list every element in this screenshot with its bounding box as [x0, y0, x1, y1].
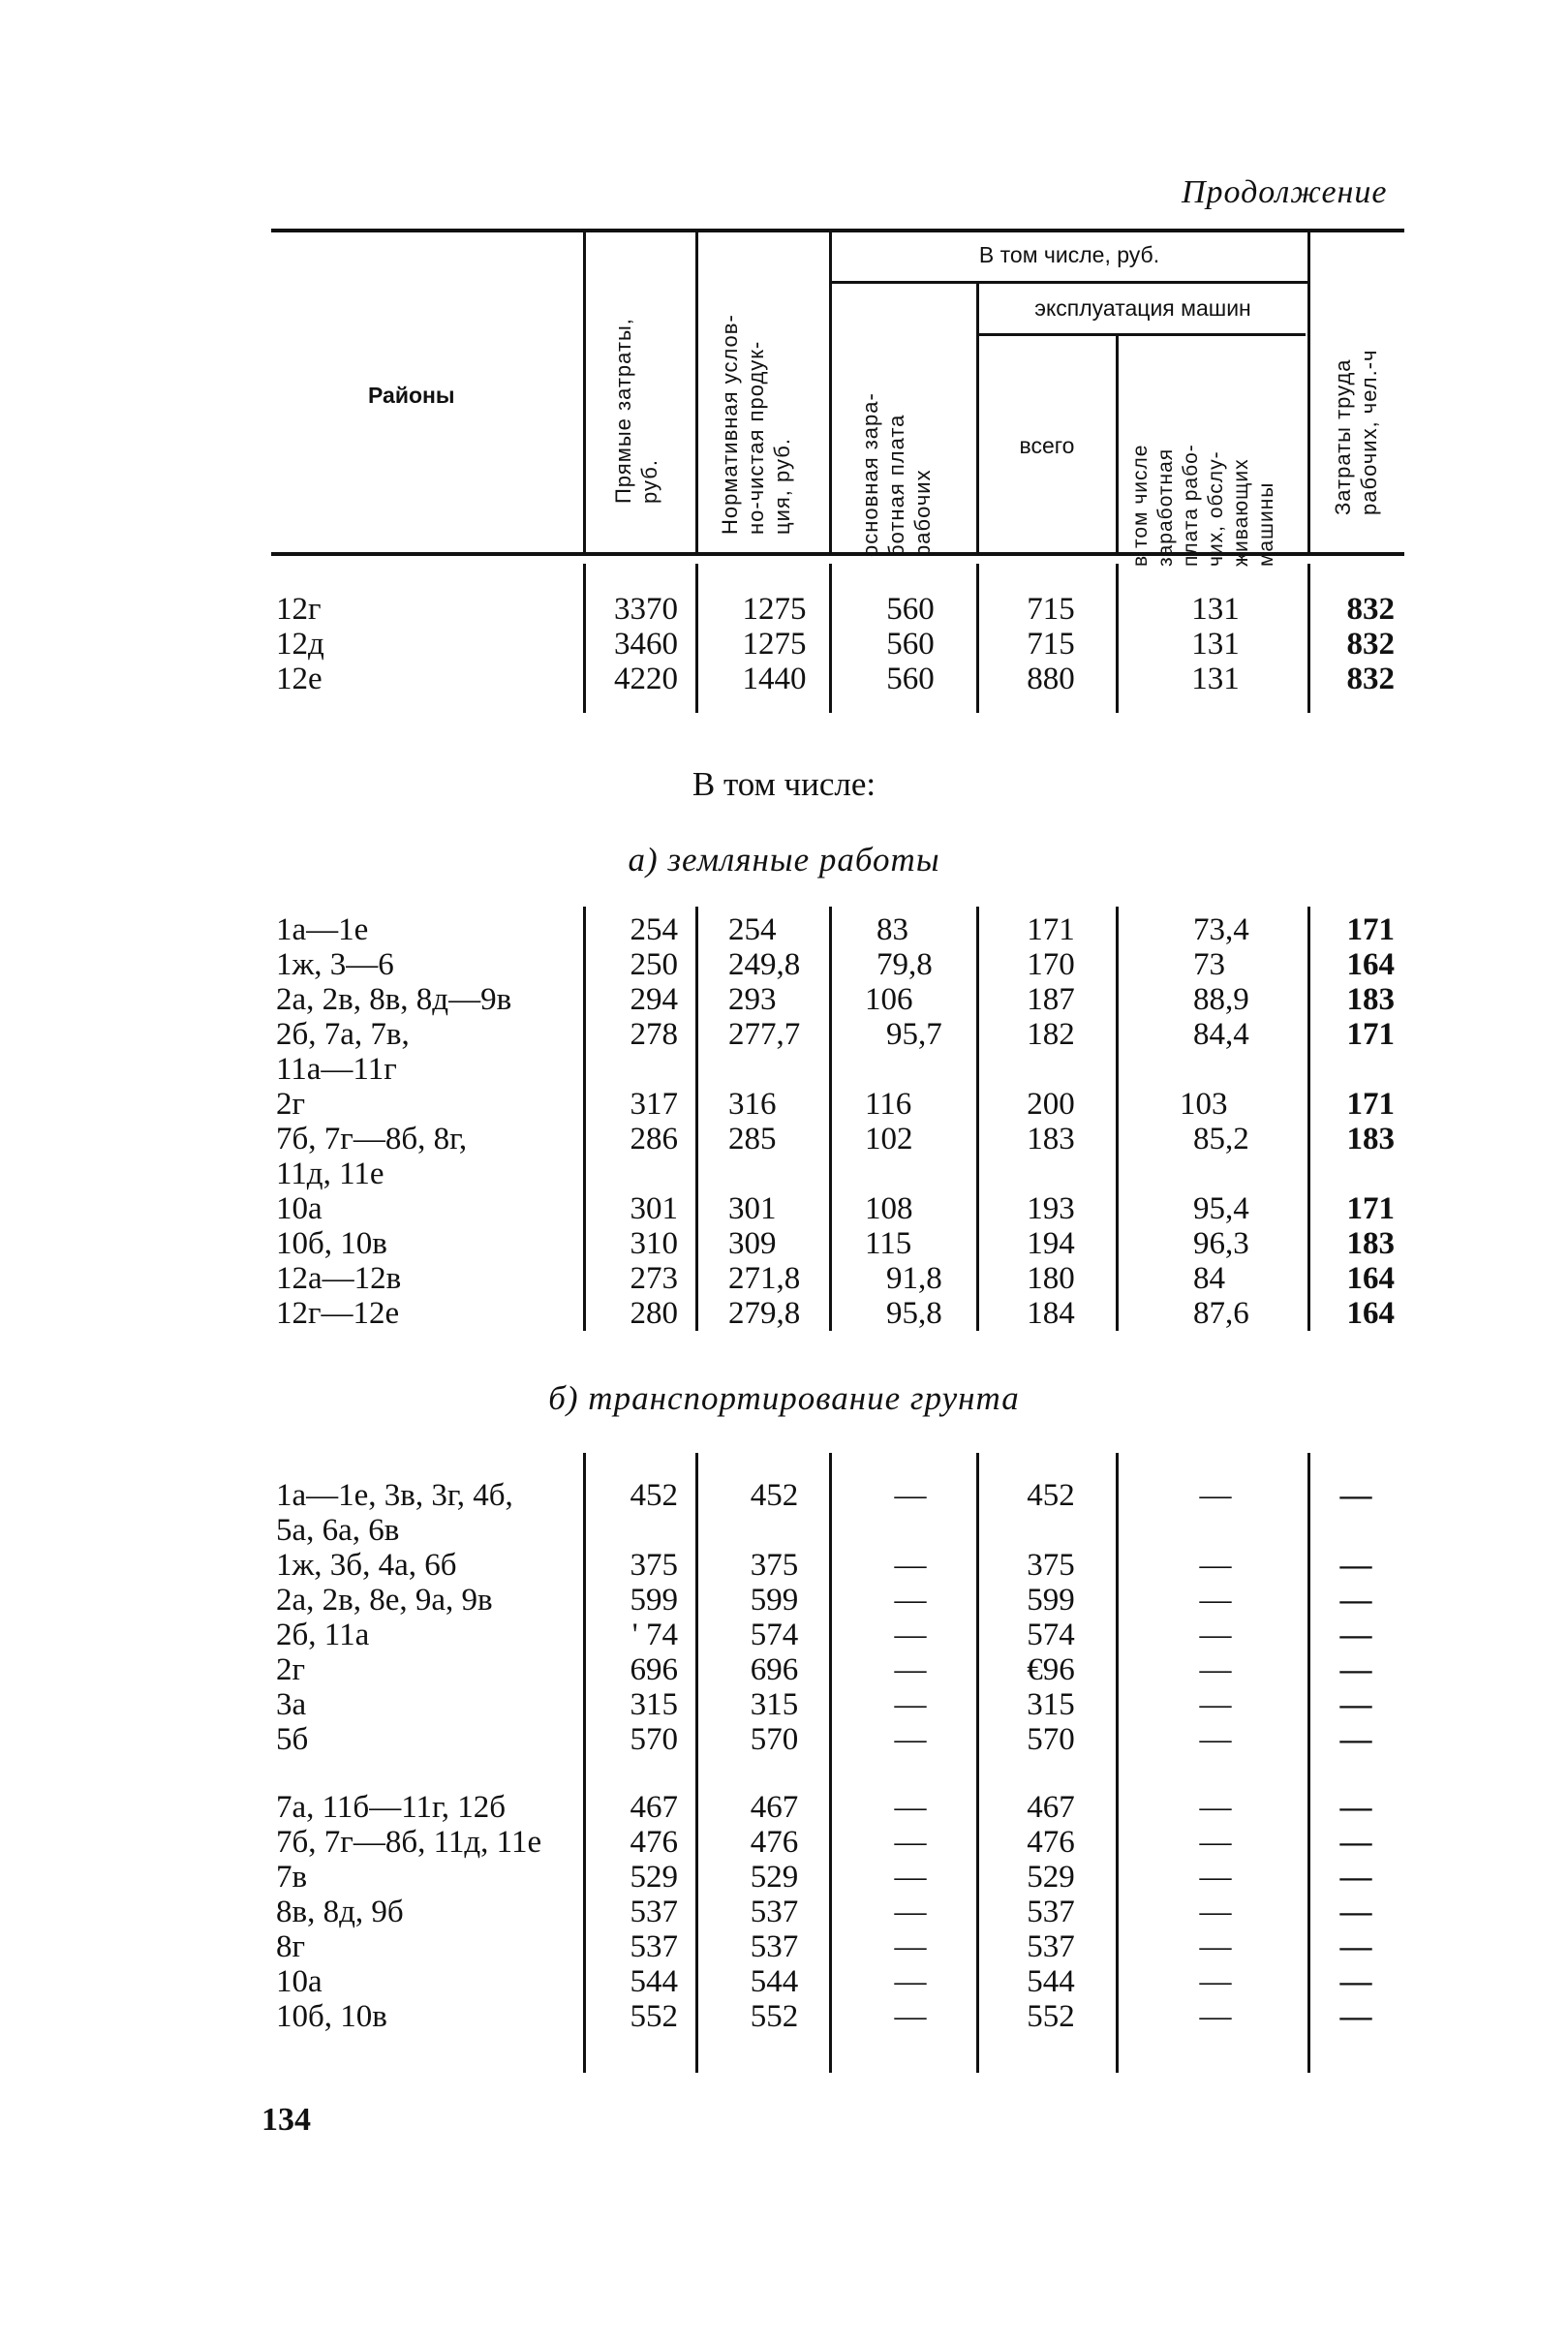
- cell-base-wage: 95,8: [886, 1296, 942, 1331]
- cell-district: 10б, 10в: [276, 1226, 387, 1261]
- cell-direct: 294: [630, 982, 678, 1017]
- cell-machines-total: 187: [1027, 982, 1075, 1017]
- cell-normative: 375: [750, 1548, 799, 1583]
- cell-direct: 537: [630, 1929, 678, 1964]
- cell-base-wage: —: [894, 1790, 927, 1825]
- table-row: [0, 662, 1568, 696]
- header-vline-6: [1307, 232, 1310, 554]
- cell-direct: 250: [630, 947, 678, 982]
- cell-normative: 316: [728, 1087, 777, 1122]
- cell-direct: 286: [630, 1122, 678, 1156]
- cell-machines-wage: 73,4: [1193, 912, 1249, 947]
- header-labor: Затраты труда рабочих, чел.-ч: [1331, 349, 1381, 515]
- table-row: [0, 1296, 1568, 1331]
- cell-district: 12е: [276, 662, 323, 696]
- cell-machines-wage: —: [1199, 1790, 1232, 1825]
- cell-machines-total: 529: [1027, 1860, 1075, 1895]
- cell-base-wage: 115: [865, 1226, 912, 1261]
- cell-normative: 570: [750, 1722, 799, 1757]
- header-top-rule: [271, 229, 1404, 232]
- cell-machines-wage: 131: [1191, 592, 1240, 627]
- cell-machines-wage: —: [1199, 1825, 1232, 1860]
- cell-district: 1ж, 3—6: [276, 947, 394, 982]
- cell-direct: 696: [630, 1652, 678, 1687]
- table-row: [0, 1860, 1568, 1895]
- cell-direct: 3460: [614, 627, 678, 662]
- cell-machines-wage: 88,9: [1193, 982, 1249, 1017]
- table-row: [0, 592, 1568, 627]
- cell-normative: 1275: [742, 627, 807, 662]
- cell-machines-total: 375: [1027, 1548, 1075, 1583]
- cell-direct: 552: [630, 1999, 678, 2034]
- cell-labor: 164: [1346, 1261, 1395, 1296]
- table-row: [0, 982, 1568, 1017]
- cell-labor: —: [1339, 1478, 1372, 1513]
- cell-district: 2а, 2в, 8в, 8д—9в: [276, 982, 512, 1017]
- table-row: [0, 912, 1568, 947]
- cell-base-wage: —: [894, 1583, 927, 1618]
- cell-labor: 832: [1346, 662, 1395, 696]
- cell-normative: 476: [750, 1825, 799, 1860]
- cell-base-wage: 560: [886, 627, 935, 662]
- header-vline-4: [976, 283, 979, 554]
- cell-machines-total: 171: [1027, 912, 1075, 947]
- cell-machines-total: 183: [1027, 1122, 1075, 1156]
- cell-direct: 544: [630, 1964, 678, 1999]
- cell-labor: —: [1339, 1929, 1372, 1964]
- cell-machines-wage: 95,4: [1193, 1191, 1249, 1226]
- cell-direct: 301: [630, 1191, 678, 1226]
- cell-labor: —: [1339, 1687, 1372, 1722]
- cell-labor: —: [1339, 1652, 1372, 1687]
- cell-normative: 599: [750, 1583, 799, 1618]
- cell-base-wage: 79,8: [876, 947, 933, 982]
- cell-labor: —: [1339, 1722, 1372, 1757]
- cell-labor: —: [1339, 1964, 1372, 1999]
- header-total: всего: [1019, 433, 1075, 458]
- cell-district: 1а—1е: [276, 912, 369, 947]
- cell-labor: —: [1339, 1790, 1372, 1825]
- cell-labor: —: [1339, 1825, 1372, 1860]
- table-row: [0, 947, 1568, 982]
- cell-labor: 183: [1346, 982, 1395, 1017]
- cell-base-wage: —: [894, 1548, 927, 1583]
- header-vline-5: [1116, 335, 1119, 554]
- page-number: 134: [261, 2102, 311, 2138]
- cell-district: 12г: [276, 592, 322, 627]
- cell-base-wage: —: [894, 1478, 927, 1513]
- cell-base-wage: —: [894, 1929, 927, 1964]
- cell-district: 12а—12в: [276, 1261, 402, 1296]
- cell-district: 10а: [276, 1964, 323, 1999]
- group-rule-machines: [978, 333, 1306, 336]
- cell-machines-wage: —: [1199, 1687, 1232, 1722]
- cell-machines-wage: —: [1199, 1999, 1232, 2034]
- cell-machines-total: 315: [1027, 1687, 1075, 1722]
- cell-base-wage: 116: [865, 1087, 912, 1122]
- cell-machines-wage: 96,3: [1193, 1226, 1249, 1261]
- cell-labor: 832: [1346, 627, 1395, 662]
- header-vline-1: [583, 232, 586, 554]
- header-normative: Нормативная услов- но-чистая продук- ция, руб.: [718, 314, 794, 535]
- table-row: [0, 1156, 1568, 1191]
- cell-machines-total: 715: [1027, 627, 1075, 662]
- header-including-group: В том числе, руб.: [978, 242, 1160, 267]
- cell-direct: 375: [630, 1548, 678, 1583]
- cell-direct: 467: [630, 1790, 678, 1825]
- section-b-title: б) транспортирование грунта: [548, 1379, 1020, 1417]
- section-a-title: а) земляные работы: [628, 841, 940, 879]
- cell-direct: 570: [630, 1722, 678, 1757]
- cell-district: 7в: [276, 1860, 308, 1895]
- table-row: [0, 1687, 1568, 1722]
- cell-base-wage: —: [894, 1860, 927, 1895]
- cell-base-wage: —: [894, 1964, 927, 1999]
- cell-direct: 254: [630, 912, 678, 947]
- cell-machines-wage: —: [1199, 1618, 1232, 1652]
- table-row: [0, 1790, 1568, 1825]
- cell-district: 2а, 2в, 8е, 9а, 9в: [276, 1583, 493, 1618]
- cell-labor: 171: [1346, 1017, 1395, 1052]
- cell-labor: 164: [1346, 947, 1395, 982]
- cell-machines-total: 544: [1027, 1964, 1075, 1999]
- cell-machines-wage: —: [1199, 1964, 1232, 1999]
- cell-base-wage: 83: [876, 912, 908, 947]
- cell-base-wage: 560: [886, 662, 935, 696]
- cell-machines-wage: —: [1199, 1478, 1232, 1513]
- table-row: [0, 1583, 1568, 1618]
- table-row: [0, 1261, 1568, 1296]
- cell-normative: 1440: [742, 662, 807, 696]
- cell-direct: 278: [630, 1017, 678, 1052]
- cell-machines-total: 880: [1027, 662, 1075, 696]
- cell-normative: 271,8: [728, 1261, 801, 1296]
- continuation-label: Продолжение: [1182, 174, 1388, 210]
- cell-labor: —: [1339, 1860, 1372, 1895]
- cell-district: 11д, 11е: [276, 1156, 384, 1191]
- cell-normative: 293: [728, 982, 777, 1017]
- cell-district: 7б, 7г—8б, 11д, 11е: [276, 1825, 542, 1860]
- table-row: [0, 1548, 1568, 1583]
- cell-normative: 467: [750, 1790, 799, 1825]
- cell-district: 8г: [276, 1929, 306, 1964]
- header-vline-3: [829, 232, 832, 554]
- cell-base-wage: —: [894, 1652, 927, 1687]
- cell-machines-wage: —: [1199, 1583, 1232, 1618]
- cell-labor: 171: [1346, 1087, 1395, 1122]
- cell-direct: 310: [630, 1226, 678, 1261]
- cell-district: 12д: [276, 627, 324, 662]
- table-row: [0, 1052, 1568, 1087]
- cell-machines-wage: 131: [1191, 662, 1240, 696]
- cell-labor: 183: [1346, 1122, 1395, 1156]
- cell-machines-total: 570: [1027, 1722, 1075, 1757]
- table-row: [0, 1017, 1568, 1052]
- cell-base-wage: 106: [865, 982, 913, 1017]
- cell-base-wage: —: [894, 1999, 927, 2034]
- table-row: [0, 1999, 1568, 2034]
- cell-normative: 309: [728, 1226, 777, 1261]
- cell-normative: 552: [750, 1999, 799, 2034]
- table-row: [0, 1722, 1568, 1757]
- cell-machines-total: 599: [1027, 1583, 1075, 1618]
- cell-direct: 273: [630, 1261, 678, 1296]
- cell-machines-total: 552: [1027, 1999, 1075, 2034]
- cell-direct: 599: [630, 1583, 678, 1618]
- cell-machines-wage: —: [1199, 1895, 1232, 1929]
- cell-base-wage: —: [894, 1722, 927, 1757]
- table-row: [0, 627, 1568, 662]
- cell-labor: —: [1339, 1895, 1372, 1929]
- cell-base-wage: —: [894, 1687, 927, 1722]
- cell-machines-total: 537: [1027, 1929, 1075, 1964]
- cell-machines-wage: 84,4: [1193, 1017, 1249, 1052]
- table-row: [0, 1825, 1568, 1860]
- cell-normative: 529: [750, 1860, 799, 1895]
- header-machine-wage: в том числе заработная плата рабо- чих, обслу- живающих машины: [1129, 444, 1277, 567]
- cell-machines-total: 170: [1027, 947, 1075, 982]
- table-row: [0, 1122, 1568, 1156]
- cell-normative: 279,8: [728, 1296, 801, 1331]
- cell-district: 2г: [276, 1087, 306, 1122]
- cell-district: 3а: [276, 1687, 307, 1722]
- cell-machines-wage: —: [1199, 1652, 1232, 1687]
- cell-machines-total: 194: [1027, 1226, 1075, 1261]
- cell-district: 11а—11г: [276, 1052, 397, 1087]
- header-direct-costs: Прямые затраты, руб.: [611, 318, 661, 504]
- cell-district: 7б, 7г—8б, 8г,: [276, 1122, 468, 1156]
- cell-normative: 696: [750, 1652, 799, 1687]
- cell-base-wage: —: [894, 1825, 927, 1860]
- header-vline-2: [695, 232, 698, 554]
- cell-machines-wage: —: [1199, 1548, 1232, 1583]
- cell-district: 5б: [276, 1722, 309, 1757]
- cell-direct: ' 74: [631, 1618, 678, 1652]
- cell-machines-total: 180: [1027, 1261, 1075, 1296]
- cell-machines-total: 182: [1027, 1017, 1075, 1052]
- cell-machines-wage: —: [1199, 1929, 1232, 1964]
- cell-machines-wage: 85,2: [1193, 1122, 1249, 1156]
- table-row: [0, 1929, 1568, 1964]
- cell-normative: 537: [750, 1929, 799, 1964]
- cell-normative: 1275: [742, 592, 807, 627]
- table-row: [0, 1618, 1568, 1652]
- cell-direct: 280: [630, 1296, 678, 1331]
- cell-normative: 301: [728, 1191, 777, 1226]
- cell-normative: 537: [750, 1895, 799, 1929]
- cell-machines-total: 452: [1027, 1478, 1075, 1513]
- cell-labor: 164: [1346, 1296, 1395, 1331]
- cell-direct: 452: [630, 1478, 678, 1513]
- table-row: [0, 1087, 1568, 1122]
- cell-direct: 476: [630, 1825, 678, 1860]
- cell-labor: 171: [1346, 1191, 1395, 1226]
- cell-labor: 832: [1346, 592, 1395, 627]
- cell-base-wage: 108: [865, 1191, 913, 1226]
- cell-normative: 544: [750, 1964, 799, 1999]
- cell-machines-wage: 84: [1193, 1261, 1225, 1296]
- cell-machines-wage: 131: [1191, 627, 1240, 662]
- cell-district: 1ж, 3б, 4а, 6б: [276, 1548, 457, 1583]
- cell-district: 5а, 6а, 6в: [276, 1513, 400, 1548]
- cell-machines-total: 184: [1027, 1296, 1075, 1331]
- cell-base-wage: —: [894, 1895, 927, 1929]
- cell-machines-total: 574: [1027, 1618, 1075, 1652]
- cell-base-wage: 95,7: [886, 1017, 942, 1052]
- cell-direct: 317: [630, 1087, 678, 1122]
- cell-base-wage: 91,8: [886, 1261, 942, 1296]
- cell-machines-total: 467: [1027, 1790, 1075, 1825]
- cell-direct: 537: [630, 1895, 678, 1929]
- cell-labor: —: [1339, 1999, 1372, 2034]
- cell-normative: 285: [728, 1122, 777, 1156]
- cell-direct: 4220: [614, 662, 678, 696]
- cell-machines-total: 715: [1027, 592, 1075, 627]
- table-row: [0, 1895, 1568, 1929]
- cell-labor: —: [1339, 1548, 1372, 1583]
- cell-normative: 574: [750, 1618, 799, 1652]
- cell-labor: —: [1339, 1583, 1372, 1618]
- cell-machines-wage: 103: [1180, 1087, 1228, 1122]
- cell-normative: 277,7: [728, 1017, 801, 1052]
- cell-direct: 315: [630, 1687, 678, 1722]
- cell-base-wage: 560: [886, 592, 935, 627]
- header-districts: Районы: [368, 383, 455, 408]
- cell-machines-wage: 73: [1193, 947, 1225, 982]
- cell-labor: —: [1339, 1618, 1372, 1652]
- cell-machines-total: 476: [1027, 1825, 1075, 1860]
- cell-base-wage: 102: [865, 1122, 913, 1156]
- cell-machines-wage: —: [1199, 1722, 1232, 1757]
- table-row: [0, 1964, 1568, 1999]
- cell-district: 1а—1е, 3в, 3г, 4б,: [276, 1478, 513, 1513]
- table-row: [0, 1226, 1568, 1261]
- cell-machines-total: 193: [1027, 1191, 1075, 1226]
- cell-district: 10б, 10в: [276, 1999, 387, 2034]
- table-row: [0, 1652, 1568, 1687]
- cell-district: 7а, 11б—11г, 12б: [276, 1790, 507, 1825]
- cell-district: 10а: [276, 1191, 323, 1226]
- cell-district: 2г: [276, 1652, 306, 1687]
- including-label: В том числе:: [692, 765, 876, 803]
- cell-base-wage: —: [894, 1618, 927, 1652]
- cell-district: 12г—12е: [276, 1296, 400, 1331]
- cell-machines-total: 200: [1027, 1087, 1075, 1122]
- table-row: [0, 1513, 1568, 1548]
- cell-machines-total: 537: [1027, 1895, 1075, 1929]
- table-row: [0, 1478, 1568, 1513]
- header-base-wage: основная зара- ботная плата рабочих: [858, 392, 935, 557]
- cell-direct: 529: [630, 1860, 678, 1895]
- header-machines-group: эксплуатация машин: [1034, 295, 1251, 321]
- cell-normative: 315: [750, 1687, 799, 1722]
- cell-district: 8в, 8д, 9б: [276, 1895, 404, 1929]
- cell-machines-wage: 87,6: [1193, 1296, 1249, 1331]
- group-rule-including: [831, 281, 1307, 284]
- cell-district: 2б, 7а, 7в,: [276, 1017, 410, 1052]
- cell-district: 2б, 11а: [276, 1618, 370, 1652]
- cell-direct: 3370: [614, 592, 678, 627]
- cell-machines-total: €96: [1027, 1652, 1075, 1687]
- table-row: [0, 1191, 1568, 1226]
- cell-normative: 254: [728, 912, 777, 947]
- cell-normative: 452: [750, 1478, 799, 1513]
- cell-machines-wage: —: [1199, 1860, 1232, 1895]
- cell-labor: 183: [1346, 1226, 1395, 1261]
- cell-normative: 249,8: [728, 947, 801, 982]
- cell-labor: 171: [1346, 912, 1395, 947]
